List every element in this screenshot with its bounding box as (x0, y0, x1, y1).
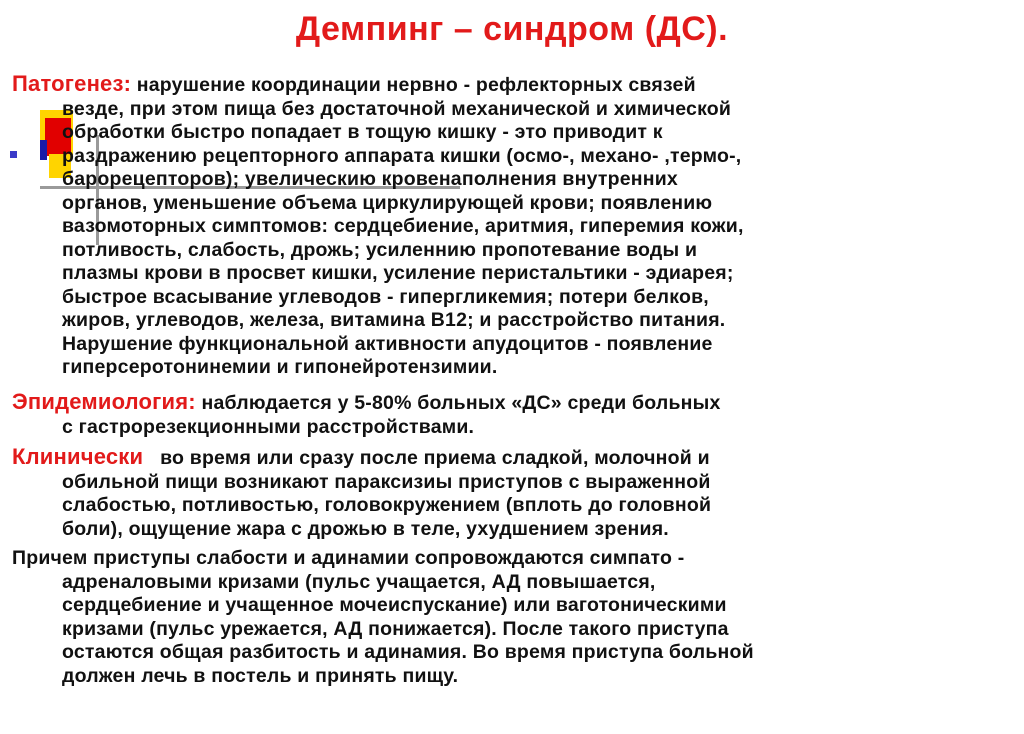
pathogenesis-line: плазмы крови в просвет кишки, усиление перистальтики - эдиарея; (62, 262, 734, 284)
pathogenesis-line: гиперсеротонинемии и гипонейротензимии. (62, 356, 498, 378)
clinical-line: боли), ощущение жара с дрожью в теле, ухудшением зрения. (62, 517, 669, 540)
attacks-first-line: Причем приступы слабости и адинамии сопровождаются симпато - (12, 547, 685, 569)
pathogenesis-line: раздражению рецепторного аппарата кишки (осмо-, механо- ,термо-, (62, 144, 742, 167)
pathogenesis-line: вазомоторных симптомов: сердцебиение, аритмия, гиперемия кожи, (62, 215, 744, 237)
epidemiology-body (12, 416, 721, 440)
attacks-line: должен лечь в постель и принять пищу. (62, 664, 459, 687)
slide-title: Демпинг – синдром (ДС). (295, 10, 729, 48)
pathogenesis-first-text: нарушение координации нервно - рефлекторных связей (136, 74, 696, 96)
attacks-section (12, 547, 754, 688)
clinical-first-text: во время или сразу после приема сладкой, молочной и (160, 447, 710, 469)
clinical-heading: Клинически (12, 444, 144, 469)
pathogenesis-line: обработки быстро попадает в тощую кишку - это приводит к (62, 121, 663, 143)
attacks-line: остаются общая разбитость и адинамия. Во время приступа больной (62, 641, 754, 663)
clinical-line: обильной пищи возникают параксизиы приступов с выраженной (62, 470, 711, 493)
clinical-first-line (12, 445, 711, 471)
pathogenesis-line: быстрое всасывание углеводов - гипергликемия; потери белков, (62, 285, 709, 308)
pathogenesis-line: барорецепторов); увелическию кровенаполнения внутренних (62, 168, 678, 190)
clinical-body (12, 471, 711, 542)
pathogenesis-line: потливость, слабость, дрожь; усиленнию пропотевание воды и (62, 238, 698, 261)
pathogenesis-line: жиров, углеводов, железа, витамина В12; и расстройство питания. (62, 309, 726, 331)
pathogenesis-line: Нарушение функциональной активности апудоцитов - появление (62, 332, 713, 355)
pathogenesis-section (12, 72, 744, 380)
pathogenesis-first-line (12, 72, 744, 98)
epidemiology-first-text: наблюдается у 5-80% больных «ДС» среди больных (201, 392, 721, 414)
attacks-line: адреналовыми кризами (пульс учащается, АД повышается, (62, 570, 656, 593)
pathogenesis-line: органов, уменьшение объема циркулирующей крови; появлению (62, 191, 713, 214)
epidemiology-heading: Эпидемиология: (12, 389, 196, 414)
epidemiology-section (12, 390, 721, 439)
clinical-line: слабостью, потливостью, головокружением (вплоть до головной (62, 494, 712, 516)
clinical-section (12, 445, 711, 541)
attacks-body (12, 571, 754, 689)
pathogenesis-heading: Патогенез: (12, 71, 132, 96)
attacks-line: сердцебиение и учащенное мочеиспускание) или ваготоническими (62, 594, 727, 616)
epidemiology-first-line (12, 390, 721, 416)
pathogenesis-line: везде, при этом пища без достаточной механической и химической (62, 97, 732, 120)
attacks-line: кризами (пульс урежается, АД понижается). После такого приступа (62, 617, 729, 640)
pathogenesis-body (12, 98, 744, 380)
epidemiology-line: с гастрорезекционными расстройствами. (62, 415, 475, 438)
